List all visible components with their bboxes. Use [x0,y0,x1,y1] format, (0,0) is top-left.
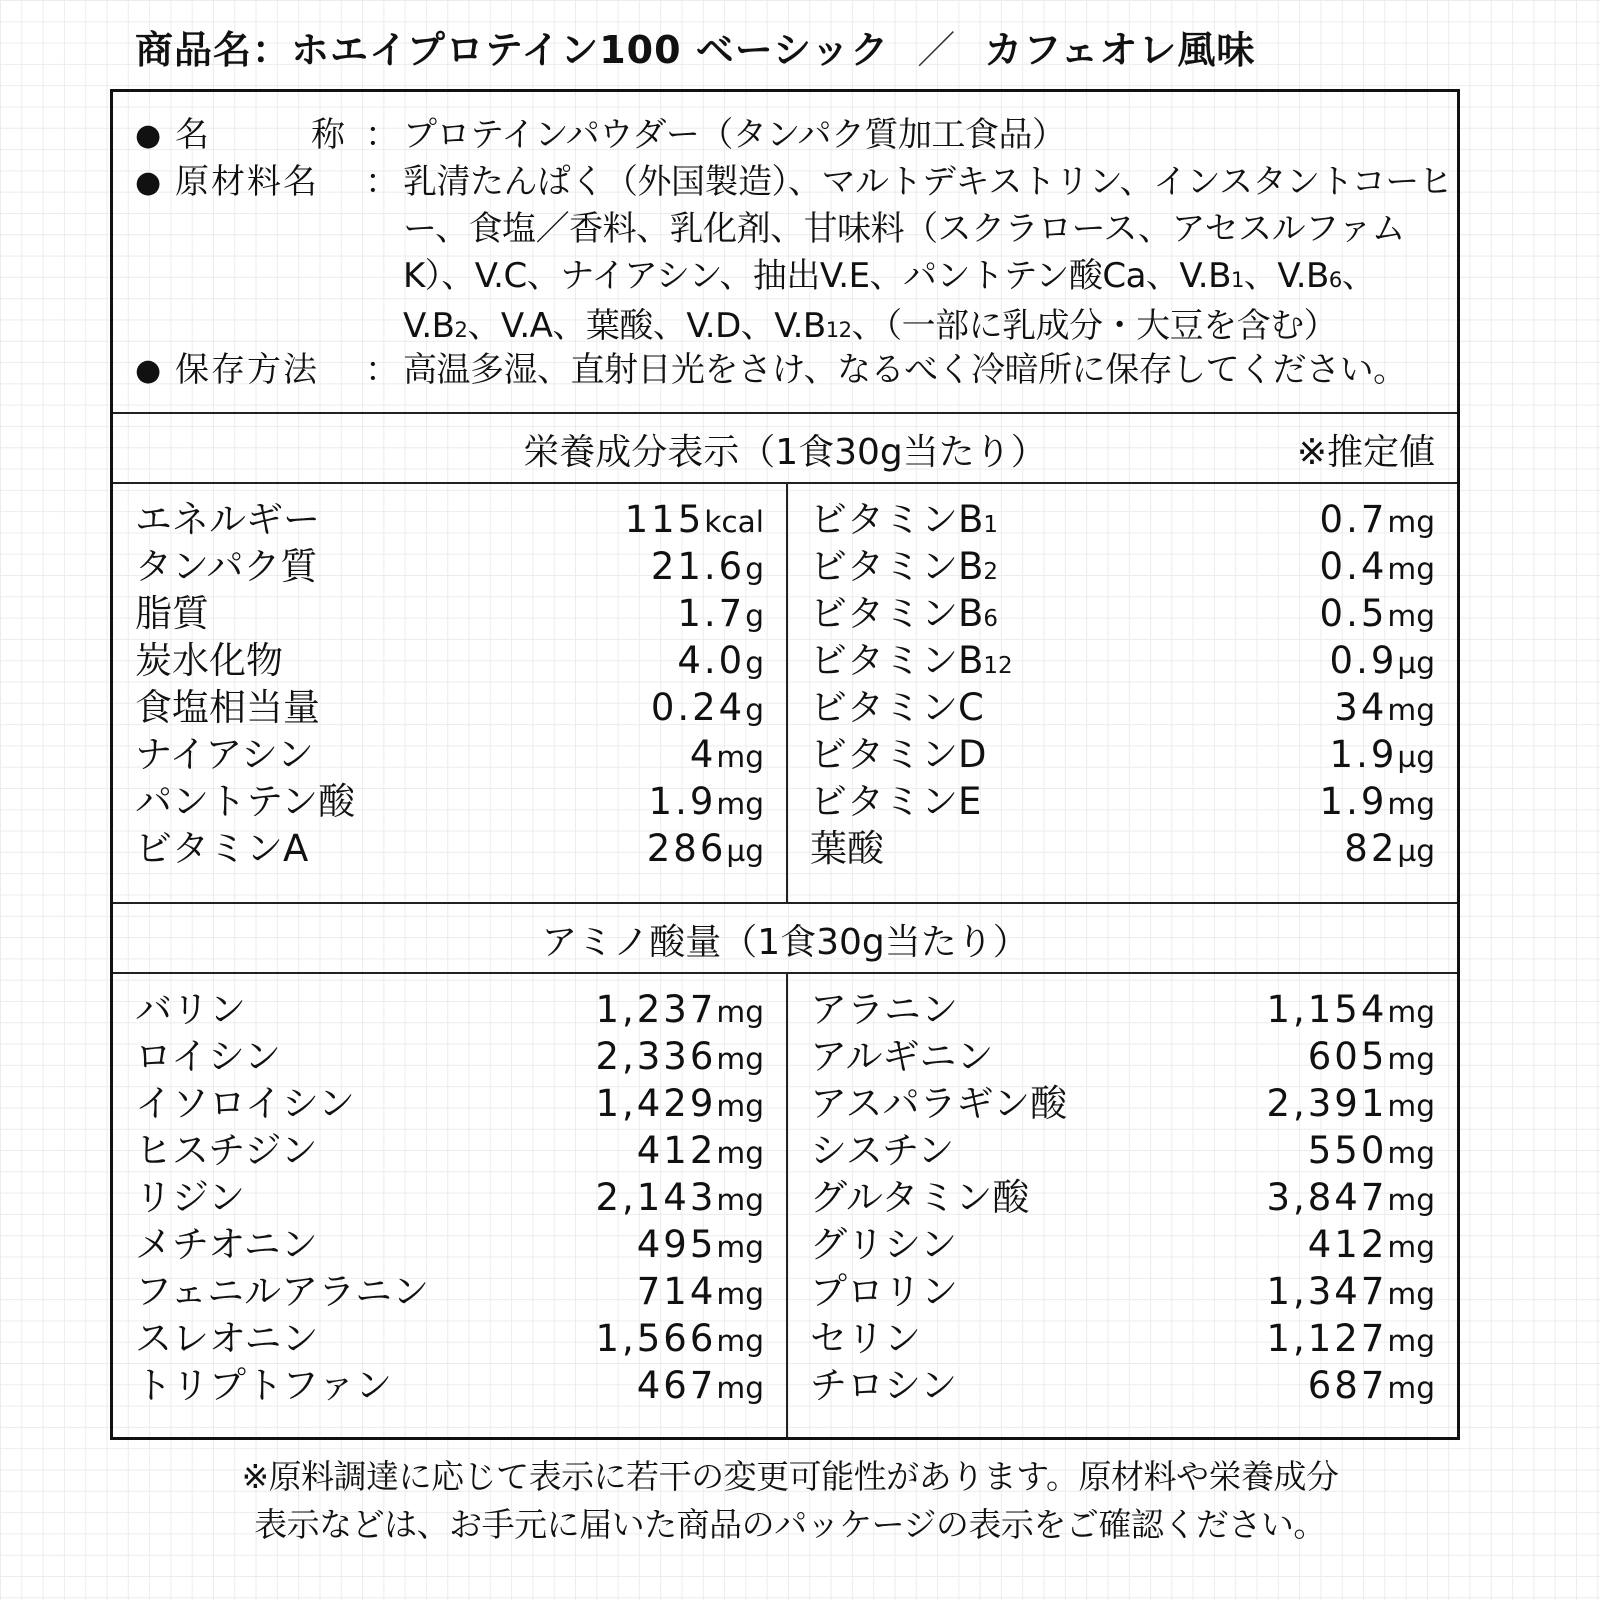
nutrient-name-text: ナイアシン [135,733,314,776]
amino-header [113,904,1457,974]
table-row [135,1268,764,1321]
amount-value: 412 [1307,1223,1388,1266]
table-row [810,637,1435,690]
amount-value: 0.24 [650,686,746,729]
nutrition-table [113,484,1457,904]
nutrient-name [135,1080,355,1133]
info-label-part: 称 [311,115,347,155]
amount-value: 82 [1344,827,1398,870]
footnote-line: 表示などは、お手元に届いた商品のパッケージの表示をご確認ください。 [254,1505,1326,1544]
nutrient-name-text: リジン [135,1176,246,1219]
nutrient-amount [1308,1033,1435,1086]
amount-value: 1.9 [1329,733,1398,776]
nutrient-name [135,986,246,1039]
amount-value: 1,429 [595,1082,717,1125]
amount-unit: g [745,646,764,680]
nutrition-column-left [113,484,788,902]
nutrient-name [810,1315,921,1368]
info-value: プロテインパウダー（タンパク質加工食品） [403,115,1066,155]
nutrient-name-text: フェニルアラニン [135,1270,430,1313]
nutrient-name-text: ビタミンB [810,545,984,588]
nutrient-amount [651,543,764,596]
amount-unit: µg [1397,646,1435,680]
nutrient-amount [1266,1080,1435,1133]
nutrient-amount [625,496,764,549]
table-row [810,986,1435,1039]
nutrient-name-text: ビタミンB [810,498,984,541]
amount-value: 4 [689,733,717,776]
table-row [810,778,1435,831]
nutrient-name-text: アラニン [810,988,958,1031]
nutrient-name-text: バリン [135,988,246,1031]
amount-unit: kcal [704,505,764,539]
nutrient-name [810,496,998,549]
nutrient-amount [637,1268,764,1321]
product-title-label: 商品名： [135,28,292,72]
nutrient-amount [1266,1174,1435,1227]
nutrient-name-text: ビタミンE [810,780,982,823]
amount-unit: mg [716,740,764,774]
table-row [135,825,764,878]
nutrient-name [135,637,283,690]
nutrient-name-text: エネルギー [135,498,320,541]
nutrient-name [810,778,981,831]
nutrient-name [810,1268,958,1321]
amount-value: 2,143 [595,1176,717,1219]
nutrient-amount [649,778,764,831]
nutrient-amount [677,637,764,690]
table-row [135,543,764,596]
nutrient-name [810,1080,1067,1133]
amount-value: 286 [646,827,727,870]
nutrient-name-text: チロシン [810,1364,958,1407]
nutrient-amount [690,731,764,784]
nutrition-column-right [788,484,1457,902]
nutrient-name-text: 炭水化物 [135,639,283,682]
table-row [810,1127,1435,1180]
amount-unit: mg [716,1230,764,1264]
nutrient-name-text: ビタミンA [135,827,309,870]
subscript: 2 [983,559,998,585]
amount-unit: mg [1387,1324,1435,1358]
table-row [810,825,1435,878]
nutrient-name-text: トリプトファン [135,1364,393,1407]
nutrient-name-text: ヒスチジン [135,1129,318,1172]
colon: ： [365,350,399,390]
nutrient-name [810,731,987,784]
label-table [110,89,1460,1440]
nutrient-amount [595,1174,764,1227]
nutrient-name [135,590,209,643]
ingredients-text: 乳清たんぱく（外国製造）、マルトデキストリン、インスタントコーヒー、食塩／香料、乳化剤、甘味料（スクラロース、アセスルファムK）、V.C、ナイアシン、抽出V.E、パントテン酸Ca、V.B [403,162,1453,296]
amount-value: 0.5 [1319,592,1388,635]
nutrient-amount [637,1221,764,1274]
amount-value: 1.9 [1319,780,1388,823]
table-row [810,1080,1435,1133]
table-row [135,1033,764,1086]
amino-column-left [113,974,788,1437]
amount-unit: µg [1397,740,1435,774]
nutrient-name [810,1221,957,1274]
nutrient-name [135,1221,318,1274]
amount-value: 21.6 [650,545,746,588]
amount-unit: mg [716,1371,764,1405]
nutrient-name [810,1362,957,1415]
nutrient-amount [651,684,764,737]
nutrient-name-text: ビタミンD [810,733,987,776]
product-flavor: カフェオレ風味 [984,28,1256,72]
subscript: 1 [983,512,998,538]
amount-unit: mg [1387,1089,1435,1123]
amount-value: 0.7 [1319,498,1388,541]
amount-value: 412 [636,1129,717,1172]
info-row-name [135,112,1453,159]
nutrient-name [810,637,1013,690]
amount-unit: g [745,552,764,586]
amount-value: 34 [1334,686,1388,729]
nutrient-name-text: スレオニン [135,1317,319,1360]
amount-value: 0.4 [1319,545,1388,588]
subscript: 6 [983,606,998,632]
amount-value: 550 [1307,1129,1388,1172]
info-label-part: 名 [175,115,211,155]
amount-value: 1,347 [1266,1270,1388,1313]
nutrient-amount [595,986,764,1039]
amount-value: 495 [636,1223,717,1266]
ingredients-text: 、V.A、葉酸、V.D、V.B [467,306,826,346]
nutrient-name [810,986,958,1039]
amount-unit: µg [1397,834,1435,868]
nutrient-amount [1320,543,1435,596]
amount-value: 115 [624,498,705,541]
nutrient-name [135,1174,245,1227]
table-row [810,1315,1435,1368]
amount-value: 1,127 [1266,1317,1388,1360]
subscript: 12 [825,317,852,342]
amount-unit: mg [716,1042,764,1076]
table-row [135,684,764,737]
table-row [135,1080,764,1133]
nutrient-amount [1330,731,1435,784]
colon: ： [365,115,399,155]
nutrient-name [810,590,998,643]
amount-unit: µg [726,834,764,868]
nutrient-amount [1308,1127,1435,1180]
table-row [135,496,764,549]
table-row [135,1221,764,1274]
nutrient-name [810,543,998,596]
subscript: 12 [983,653,1013,679]
nutrient-amount [595,1315,764,1368]
amount-unit: mg [1387,1230,1435,1264]
nutrient-name [810,1127,954,1180]
nutrition-header [113,414,1457,484]
nutrient-name [135,1127,318,1180]
nutrient-name-text: グルタミン酸 [810,1176,1030,1219]
amount-unit: mg [1387,1371,1435,1405]
bullet-icon: ● [135,118,162,153]
nutrient-name-text: イソロイシン [135,1082,355,1125]
product-name: ホエイプロテイン100 ベーシック [291,28,890,72]
table-row [135,986,764,1039]
nutrient-name [810,825,884,878]
nutrient-amount [1308,1221,1435,1274]
table-row [135,1362,764,1415]
nutrient-name-text: グリシン [810,1223,958,1266]
table-row [135,1174,764,1227]
nutrient-name [135,825,308,878]
nutrient-amount [595,1033,764,1086]
nutrient-amount [595,1080,764,1133]
amount-unit: mg [1387,505,1435,539]
subscript: 1 [1230,267,1244,292]
amount-value: 4.0 [677,639,746,682]
info-row-ingredients [135,159,1453,353]
footnote [115,1453,1465,1549]
ingredients-text: 、V.B [1243,256,1329,296]
bullet-icon: ● [135,353,162,388]
amount-value: 605 [1307,1035,1388,1078]
amount-unit: mg [716,1089,764,1123]
nutrient-name-text: タンパク質 [135,545,318,588]
nutrient-amount [1266,1268,1435,1321]
nutrient-name [135,543,317,596]
amount-unit: mg [716,1183,764,1217]
bullet-icon: ● [135,165,162,200]
amount-unit: mg [1387,1183,1435,1217]
table-row [135,1127,764,1180]
table-row [135,778,764,831]
nutrition-title: 栄養成分表示（1食30g当たり） [523,432,1047,473]
nutrient-name [135,1268,429,1321]
product-info-section [113,92,1457,414]
info-label: 原材料名 [175,162,319,202]
nutrient-name-text: ビタミンB [810,592,984,635]
nutrient-name [135,1362,392,1415]
nutrient-amount [637,1127,764,1180]
ingredients-text: 、（一部に乳成分・大豆を含む） [851,306,1338,346]
amount-unit: mg [1387,599,1435,633]
nutrient-name-text: プロリン [810,1270,958,1313]
amount-unit: mg [716,995,764,1029]
nutrient-name [810,684,984,737]
amount-value: 3,847 [1266,1176,1388,1219]
nutrient-amount [1344,825,1435,878]
table-row [810,1221,1435,1274]
amount-value: 467 [636,1364,717,1407]
amount-unit: g [745,693,764,727]
amount-unit: mg [1387,693,1435,727]
product-title [135,22,1255,78]
amount-unit: mg [1387,552,1435,586]
nutrient-amount [1320,778,1435,831]
amount-value: 1,154 [1266,988,1388,1031]
info-value: 高温多湿、直射日光をさけ、なるべく冷暗所に保存してください。 [403,350,1407,390]
amount-unit: mg [716,1136,764,1170]
estimate-note: ※推定値 [1296,432,1435,473]
table-row [810,684,1435,737]
nutrient-amount [677,590,764,643]
amount-value: 1,237 [595,988,717,1031]
table-row [135,1315,764,1368]
amount-unit: mg [1387,787,1435,821]
nutrient-name [810,1033,994,1086]
nutrient-amount [1320,590,1435,643]
amount-unit: mg [716,1277,764,1311]
amount-value: 1.9 [648,780,717,823]
nutrient-name-text: ビタミンB [810,639,984,682]
nutrient-name-text: アスパラギン酸 [810,1082,1068,1125]
info-label: 保存方法 [175,350,319,390]
nutrient-amount [1330,637,1435,690]
amount-unit: mg [1387,995,1435,1029]
nutrient-name-text: 脂質 [135,592,209,635]
nutrient-name-text: アルギニン [810,1035,994,1078]
amount-unit: mg [716,1324,764,1358]
nutrient-amount [1308,1362,1435,1415]
nutrient-amount [1320,496,1435,549]
nutrient-name [135,731,314,784]
amount-unit: mg [1387,1042,1435,1076]
colon: ： [365,162,399,202]
nutrient-amount [647,825,764,878]
table-row [135,637,764,690]
nutrient-amount [1334,684,1435,737]
amount-value: 1.7 [677,592,746,635]
nutrient-name [135,684,320,737]
footnote-line: ※原料調達に応じて表示に若干の変更可能性があります。原材料や栄養成分 [241,1457,1339,1496]
amino-column-right [788,974,1457,1437]
amount-unit: mg [716,787,764,821]
table-row [810,731,1435,784]
amount-value: 714 [636,1270,717,1313]
amount-value: 1,566 [595,1317,717,1360]
amount-value: 2,391 [1266,1082,1388,1125]
nutrient-name-text: シスチン [810,1129,955,1172]
table-row [135,731,764,784]
table-row [810,1033,1435,1086]
amino-table [113,974,1457,1437]
nutrient-name [135,496,320,549]
amount-unit: mg [1387,1136,1435,1170]
nutrient-name-text: 葉酸 [810,827,884,870]
title-separator: ／ [917,28,957,72]
amount-value: 687 [1307,1364,1388,1407]
info-row-storage [135,347,1453,394]
nutrient-name-text: パントテン酸 [135,780,356,823]
table-row [810,1174,1435,1227]
subscript: 2 [454,317,468,342]
subscript: 6 [1328,267,1342,292]
nutrient-amount [1266,1315,1435,1368]
nutrient-name [135,1315,319,1368]
table-row [810,543,1435,596]
nutrient-name-text: ビタミンC [810,686,984,729]
table-row [810,496,1435,549]
amount-value: 2,336 [595,1035,717,1078]
info-value [403,159,1453,353]
amount-unit: g [745,599,764,633]
table-row [810,1268,1435,1321]
nutrient-name [135,778,355,831]
nutrient-name-text: ロイシン [135,1035,281,1078]
amount-value: 0.9 [1329,639,1398,682]
nutrient-name [810,1174,1029,1227]
ingredients-text: 、V.B [403,256,1376,346]
nutrient-name-text: セリン [810,1317,921,1360]
nutrient-amount [637,1362,764,1415]
table-row [810,1362,1435,1415]
table-row [810,590,1435,643]
nutrient-name-text: メチオニン [135,1223,318,1266]
nutrient-amount [1266,986,1435,1039]
nutrient-name [135,1033,281,1086]
amino-title: アミノ酸量（1食30g当たり） [541,922,1029,963]
nutrient-name-text: 食塩相当量 [135,686,320,729]
info-label [175,112,347,159]
amount-unit: mg [1387,1277,1435,1311]
table-row [135,590,764,643]
